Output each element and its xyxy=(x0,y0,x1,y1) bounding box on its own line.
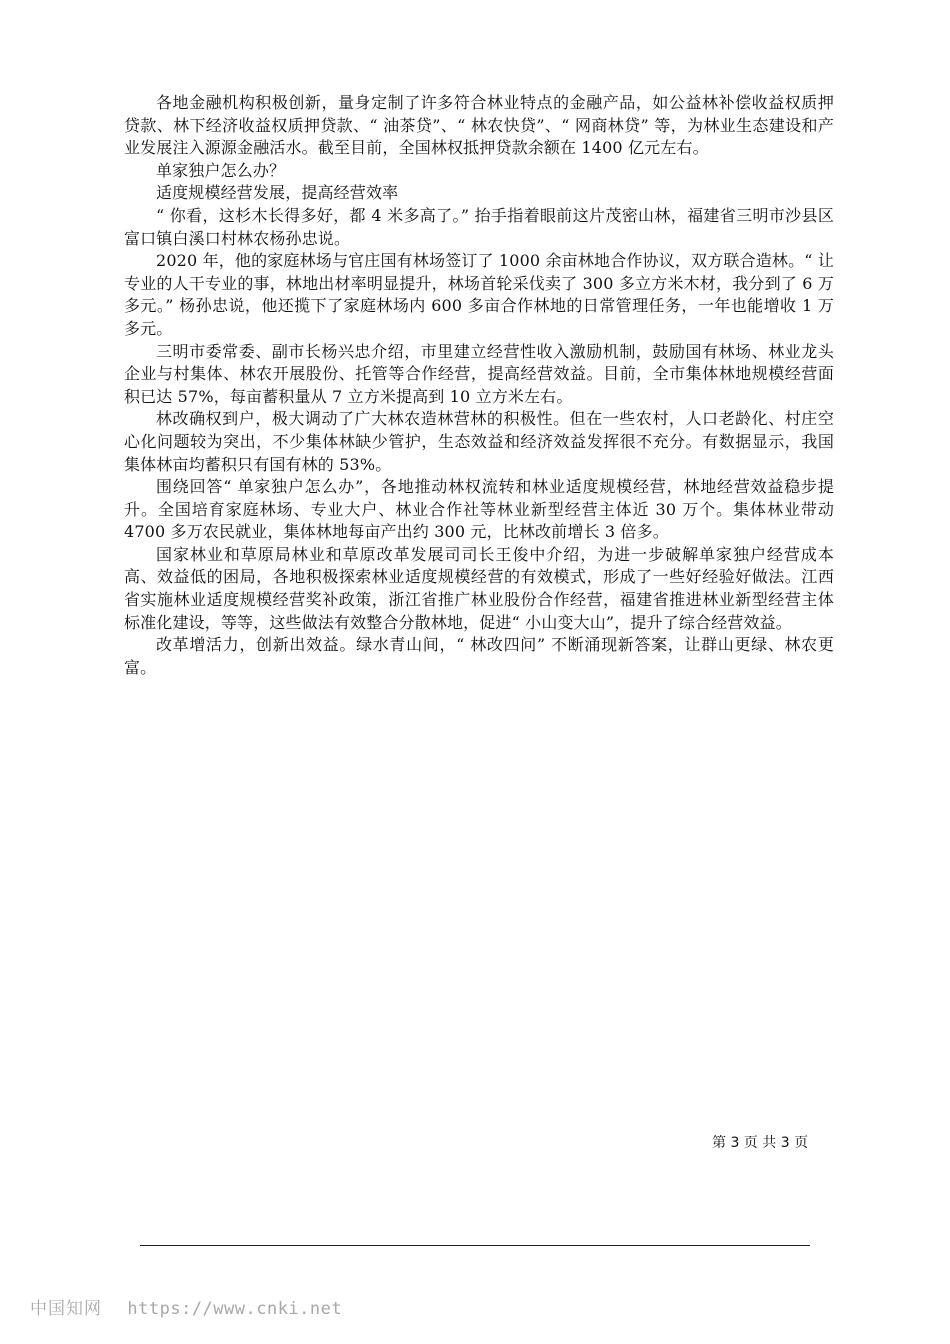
paragraph-sanming-official: 三明市委常委、副市长杨兴忠介绍，市里建立经营性收入激励机制，鼓励国有林场、林业龙头企业与村集体、林农开展股份、托管等合作经营，提高经营效益。目前，全市集体林地规模经营面积已达 57%，每亩蓄积量从 7 立方米提高到 10 立方米左右。 xyxy=(124,341,834,406)
paragraph-scale-operation: 围绕回答“ 单家独户怎么办”，各地推动林权流转和林业适度规模经营，林地经营效益稳步提升。全国培育家庭林场、专业大户、林业合作社等林业新型经营主体近 30 万个。集体林业带动 4700 多万农民就业，集体林地每亩产出约 300 元，比林改前增长 3 倍多。 xyxy=(124,477,834,542)
article-body xyxy=(124,92,834,679)
watermark-site-name: 中国知网 xyxy=(30,1299,102,1319)
paragraph-family-farm: 2020 年，他的家庭林场与官庄国有林场签订了 1000 余亩林地合作协议，双方联合造林。“ 让专业的人干专业的事，林地出材率明显提升，林场首轮采伐卖了 300 多立方米木材，我分到了 6 万多元。” 杨孙忠说，他还揽下了家庭林场内 600 多亩合作林地的日常管理任务，一年也能增收 1 万多元。 xyxy=(124,251,834,338)
cnki-watermark xyxy=(30,1294,342,1319)
paragraph-conclusion: 改革增活力，创新出效益。绿水青山间，“ 林改四问” 不断涌现新答案，让群山更绿、林农更富。 xyxy=(124,635,834,677)
paragraph-section-heading: 适度规模经营发展，提高经营效率 xyxy=(156,183,399,203)
footer-divider xyxy=(140,1245,810,1246)
paragraph-finance-products: 各地金融机构积极创新，量身定制了许多符合林业特点的金融产品，如公益林补偿收益权质押贷款、林下经济收益权质押贷款、“ 油茶贷”、“ 林农快贷”、“ 网商林贷” 等，为林业生态建设和产业发展注入源源金融活水。截至目前，全国林权抵押贷款余额在 1400 亿元左右。 xyxy=(124,93,834,158)
paragraph-question-heading: 单家独户怎么办？ xyxy=(156,160,286,180)
page-number: 第 3 页 共 3 页 xyxy=(712,1135,809,1151)
paragraph-reform-problems: 林改确权到户，极大调动了广大林农造林营林的积极性。但在一些农村，人口老龄化、村庄空心化问题较为突出，不少集体林缺少管护，生态效益和经济效益发挥很不充分。有数据显示，我国集体林亩均蓄积只有国有林的 53%。 xyxy=(124,409,834,474)
paragraph-national-bureau: 国家林业和草原局林业和草原改革发展司司长王俊中介绍，为进一步破解单家独户经营成本高、效益低的困局，各地积极探索林业适度规模经营的有效模式，形成了一些好经验好做法。江西省实施林业适度规模经营奖补政策，浙江省推广林业股份合作经营，福建省推进林业新型经营主体标准化建设，等等，这些做法有效整合分散林地，促进“ 小山变大山”，提升了综合经营效益。 xyxy=(124,544,834,632)
watermark-url: https://www.cnki.net xyxy=(127,1299,343,1319)
paragraph-farmer-quote: “ 你看，这杉木长得多好，都 4 米多高了。” 抬手指着眼前这片茂密山林，福建省三明市沙县区富口镇白溪口村林农杨孙忠说。 xyxy=(124,205,834,248)
